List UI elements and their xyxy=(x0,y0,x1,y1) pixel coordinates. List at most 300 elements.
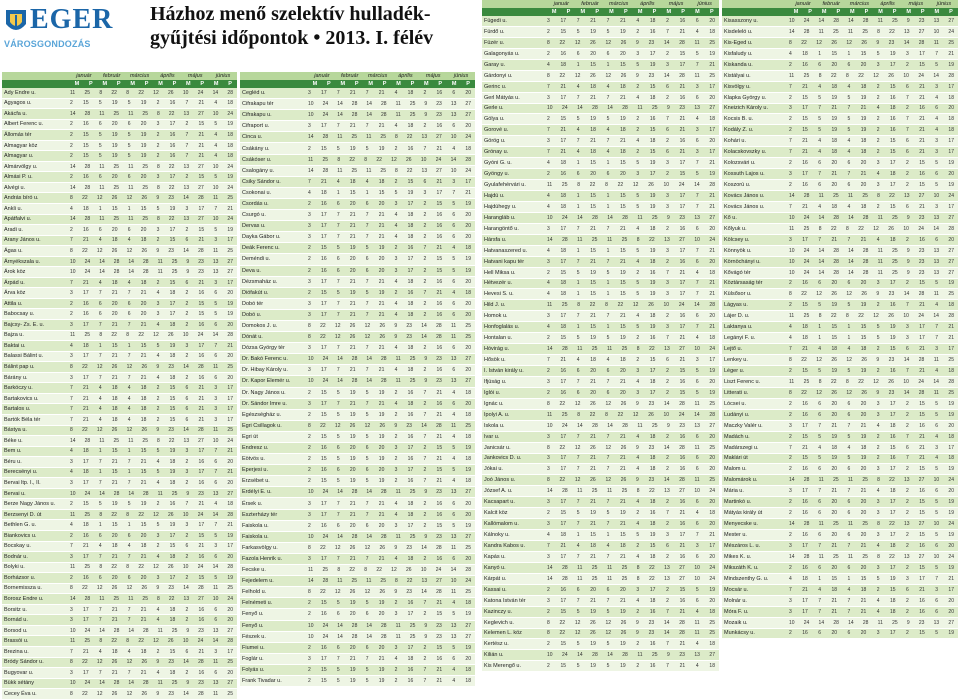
pickup-dates: 10 24 14 28 14 28 11 25 9 23 13 27 xyxy=(308,622,471,629)
schedule-table-3 xyxy=(482,0,719,672)
table-row xyxy=(722,191,958,202)
street-name: Fenyő u. xyxy=(242,622,264,629)
street-name: Maklári út xyxy=(724,455,748,462)
month-header xyxy=(2,72,237,80)
mp-label: M xyxy=(396,81,401,87)
street-name: Kisfaludy u. xyxy=(724,50,753,57)
table-row xyxy=(2,288,237,299)
mp-label: P xyxy=(709,9,714,15)
table-row xyxy=(482,136,719,147)
street-name: Gorové u. xyxy=(484,127,509,134)
street-name: Barkóczy u. xyxy=(4,385,33,392)
street-name: Gólya u. xyxy=(484,116,505,123)
mp-label: M xyxy=(850,9,855,15)
table-row xyxy=(482,344,719,355)
street-name: Brassói u. xyxy=(4,638,29,645)
mp-label: P xyxy=(652,9,657,15)
street-name: Gerle u. xyxy=(484,105,504,112)
street-name: Almási P. u. xyxy=(4,174,33,181)
pickup-dates: 2 16 6 20 6 20 3 17 2 15 5 19 xyxy=(70,121,233,128)
mp-label: P xyxy=(808,9,812,15)
table-row xyxy=(722,257,958,268)
table-row xyxy=(722,169,958,180)
table-row xyxy=(722,136,958,147)
pickup-dates: 3 17 7 21 7 21 4 18 2 16 6 20 xyxy=(308,367,471,374)
street-name: Laktanya u. xyxy=(724,324,753,331)
table-row xyxy=(722,49,958,60)
pickup-dates: 10 24 14 28 14 28 11 25 9 23 13 27 xyxy=(308,633,471,640)
pickup-dates: 2 16 6 20 6 20 3 17 2 15 5 19 xyxy=(789,532,954,539)
table-row xyxy=(722,158,958,169)
street-name: Lágyas u. xyxy=(724,302,748,309)
street-name: Bodnár u. xyxy=(4,553,28,560)
table-row xyxy=(722,486,958,497)
pickup-dates: 4 18 1 15 1 15 5 19 3 17 7 21 xyxy=(547,160,715,167)
table-row xyxy=(482,49,719,60)
table-row xyxy=(482,322,719,333)
pickup-dates: 2 16 6 20 6 20 3 17 2 15 5 19 xyxy=(308,256,471,263)
pickup-dates: 2 16 6 20 6 20 3 17 2 15 5 19 xyxy=(789,411,954,418)
street-name: Kanyó u. xyxy=(484,564,506,571)
mp-label: P xyxy=(172,81,177,87)
month-label: február xyxy=(822,1,840,7)
street-name: Bárány u. xyxy=(4,374,28,381)
street-name: Kilián u. xyxy=(484,652,504,659)
table-row xyxy=(722,235,958,246)
table-row xyxy=(482,257,719,268)
street-name: Deméndi u. xyxy=(242,256,271,263)
table-row xyxy=(2,278,237,289)
month-label: június xyxy=(453,73,469,79)
street-name: Kapás u. xyxy=(484,553,506,560)
street-name: Bajcsy- Zs. E. u. xyxy=(4,321,45,328)
street-name: Arany János u. xyxy=(4,237,41,244)
street-name: Liszt Ferenc u. xyxy=(724,378,761,385)
street-name: Litterati u. xyxy=(724,389,749,396)
street-name: Cifrakapu tér xyxy=(242,101,274,108)
street-name: Érsek u. xyxy=(242,500,263,507)
street-name: Fürdő u. xyxy=(484,28,505,35)
street-name: Csákóser u. xyxy=(242,156,272,163)
street-name: Cinca u. xyxy=(242,134,263,141)
pickup-dates: 8 22 12 26 12 26 9 23 14 28 11 25 xyxy=(547,630,715,637)
month-label: május xyxy=(187,73,203,79)
table-row xyxy=(2,499,237,510)
pickup-dates: 8 22 12 26 12 26 9 23 14 28 11 25 xyxy=(547,619,715,626)
pickup-dates: 2 15 5 19 5 19 2 16 7 21 4 18 xyxy=(70,142,233,149)
pickup-dates: 10 24 14 28 14 28 11 25 9 23 13 27 xyxy=(789,214,954,221)
month-label: április xyxy=(640,1,655,7)
table-row xyxy=(240,609,475,620)
street-name: Dézsmaház u. xyxy=(242,278,278,285)
table-row xyxy=(722,289,958,300)
pickup-dates: 2 15 5 19 5 19 2 16 7 21 4 18 xyxy=(547,335,715,342)
table-row xyxy=(240,598,475,609)
street-name: Cegléd u. xyxy=(242,90,266,97)
street-name: Janicsár u. xyxy=(484,444,511,451)
pickup-dates: 10 24 14 28 14 28 11 25 9 23 13 27 xyxy=(70,269,233,276)
street-name: Eperjesi u. xyxy=(242,467,268,474)
pickup-dates: 2 15 5 19 5 19 2 16 7 21 4 18 xyxy=(308,433,471,440)
street-name: Egri út xyxy=(242,433,258,440)
pickup-dates: 4 18 1 15 1 15 5 19 3 17 7 21 xyxy=(70,522,233,529)
table-row xyxy=(482,93,719,104)
table-row xyxy=(2,193,237,204)
pickup-dates: 3 17 7 21 7 21 4 18 2 16 6 20 xyxy=(70,480,233,486)
pickup-dates: 3 17 7 21 7 21 4 18 2 16 6 20 xyxy=(70,353,233,360)
table-row xyxy=(722,530,958,541)
pickup-dates: 14 28 11 25 11 25 8 22 13 27 10 24 xyxy=(789,553,954,560)
table-row xyxy=(482,235,719,246)
mp-label: P xyxy=(681,9,685,15)
mp-label: M xyxy=(906,9,911,15)
pickup-dates: 2 16 6 20 6 20 3 17 2 15 5 19 xyxy=(308,445,471,452)
table-row xyxy=(482,475,719,486)
table-row xyxy=(2,183,237,194)
month-label: június xyxy=(215,73,231,79)
street-name: Berzsenyi D. út xyxy=(4,511,42,518)
table-row xyxy=(482,27,719,38)
table-row xyxy=(722,552,958,563)
street-name: Dr. Bakó Ferenc u. xyxy=(242,356,288,363)
street-name: Kocsis B. u. xyxy=(724,116,754,123)
table-row xyxy=(722,596,958,607)
pickup-dates: 3 17 7 21 7 21 4 18 2 16 6 20 xyxy=(308,234,471,241)
street-name: Koszorú u. xyxy=(724,182,751,189)
street-name: Bródy Sándor u. xyxy=(4,659,44,666)
table-row xyxy=(482,541,719,552)
table-row xyxy=(722,388,958,399)
mp-label: M xyxy=(186,81,191,87)
pickup-dates: 2 15 5 19 5 19 2 16 7 21 4 18 xyxy=(547,510,715,517)
pickup-dates: 7 21 4 18 4 18 2 15 6 21 3 17 xyxy=(547,127,715,134)
pickup-dates: 14 28 11 25 11 25 8 22 13 27 10 24 xyxy=(789,477,954,484)
pickup-dates: 2 15 5 19 5 19 2 16 7 21 4 18 xyxy=(308,456,471,463)
street-name: Árnyékszala u. xyxy=(4,258,41,265)
pickup-dates: 2 15 5 19 5 19 2 16 7 21 4 18 xyxy=(789,367,954,374)
table-row xyxy=(482,585,719,596)
table-row xyxy=(482,618,719,629)
table-row xyxy=(722,410,958,421)
street-name: Maczky Valér u. xyxy=(724,422,763,429)
table-row xyxy=(482,16,719,27)
schedule-table-1 xyxy=(2,72,237,700)
table-row xyxy=(2,383,237,394)
schedule-table-2 xyxy=(240,72,475,687)
street-name: Kiskanda u. xyxy=(724,61,753,68)
table-row xyxy=(722,399,958,410)
pickup-dates: 8 22 12 26 12 26 9 23 14 28 11 25 xyxy=(547,72,715,79)
table-row xyxy=(722,464,958,475)
pickup-dates: 3 17 7 21 7 21 4 18 2 16 6 20 xyxy=(789,422,954,429)
street-name: Kazinczy u. xyxy=(484,608,513,615)
table-row xyxy=(2,204,237,215)
table-row xyxy=(240,288,475,299)
pickup-dates: 11 25 8 22 8 22 12 26 10 24 14 28 xyxy=(308,156,471,163)
mp-label: M xyxy=(424,81,429,87)
pickup-dates: 3 17 7 21 7 21 4 18 2 16 6 20 xyxy=(547,499,715,506)
table-row xyxy=(2,531,237,542)
table-row xyxy=(240,621,475,632)
pickup-dates: 7 21 4 18 4 18 2 15 6 21 3 17 xyxy=(70,237,233,244)
street-name: Mikes K. u. xyxy=(724,553,752,560)
pickup-dates: 10 24 14 28 14 28 11 25 9 23 13 27 xyxy=(789,17,954,24)
table-row xyxy=(2,510,237,521)
street-name: Dobó tér xyxy=(242,300,264,307)
table-row xyxy=(240,532,475,543)
pickup-dates: 10 24 14 28 14 28 11 25 9 23 13 27 xyxy=(308,489,471,496)
table-row xyxy=(2,120,237,131)
pickup-dates: 10 24 14 28 14 28 11 25 9 23 13 27 xyxy=(789,258,954,265)
street-name: Borsitz u. xyxy=(4,606,27,613)
pickup-dates: 8 22 12 26 12 26 9 23 14 28 11 25 xyxy=(789,357,954,364)
pickup-dates: 8 22 12 26 12 26 9 23 14 28 11 25 xyxy=(547,39,715,46)
table-row xyxy=(722,344,958,355)
pickup-dates: 8 22 12 26 12 26 9 23 14 28 11 25 xyxy=(547,400,715,407)
street-name: Mester u. xyxy=(724,532,747,539)
street-name: Lájer D. u. xyxy=(724,313,750,320)
pickup-dates: 2 16 6 20 6 20 3 17 2 15 5 19 xyxy=(789,400,954,407)
mp-label: M xyxy=(158,81,163,87)
table-row xyxy=(240,665,475,676)
street-name: Fazola Henrik u. xyxy=(242,555,283,562)
month-label: április xyxy=(880,1,895,7)
street-name: Legányi F. u. xyxy=(724,335,756,342)
street-name: Gyulafehérvári u. xyxy=(484,182,526,189)
pickup-dates: 3 17 7 21 7 21 4 18 2 16 6 20 xyxy=(547,466,715,473)
table-row xyxy=(2,341,237,352)
table-row xyxy=(240,643,475,654)
month-label: március xyxy=(609,1,629,7)
table-row xyxy=(722,213,958,224)
pickup-dates: 7 21 4 18 4 18 2 15 6 21 3 17 xyxy=(547,357,715,364)
pickup-dates: 2 15 5 19 5 19 2 16 7 21 4 18 xyxy=(789,94,954,101)
table-row xyxy=(2,151,237,162)
pickup-dates: 8 22 12 26 12 26 9 23 14 28 11 25 xyxy=(547,477,715,484)
table-row xyxy=(240,155,475,166)
pickup-dates: 10 24 14 28 14 28 11 25 9 23 13 27 xyxy=(308,378,471,385)
table-row xyxy=(240,676,475,687)
pickup-dates: 4 18 1 15 1 15 5 19 3 17 7 21 xyxy=(789,335,954,342)
pickup-dates: 3 17 7 21 7 21 4 18 2 16 6 20 xyxy=(789,608,954,615)
table-row xyxy=(2,679,237,690)
street-name: Erzsébet u. xyxy=(242,478,270,485)
table-row xyxy=(722,71,958,82)
street-name: Kandra Kabos u. xyxy=(484,542,525,549)
pickup-dates: 7 21 4 18 4 18 2 15 6 21 3 17 xyxy=(789,346,954,353)
pickup-dates: 2 16 6 20 6 20 3 17 2 15 5 19 xyxy=(547,389,715,396)
pickup-dates: 3 17 7 21 7 21 4 18 2 16 6 20 xyxy=(70,458,233,465)
table-row xyxy=(240,243,475,254)
street-name: Csurgó u. xyxy=(242,212,266,219)
street-name: Kertész u. xyxy=(484,641,509,648)
table-row xyxy=(722,497,958,508)
pickup-dates: 8 22 12 26 12 26 9 23 14 28 11 25 xyxy=(308,544,471,551)
table-row xyxy=(2,520,237,531)
street-name: Egri Csillagok u. xyxy=(242,422,282,429)
pickup-dates: 2 16 6 20 6 20 3 17 2 15 5 19 xyxy=(789,182,954,189)
table-row xyxy=(240,332,475,343)
street-name: Keglevich u. xyxy=(484,619,514,626)
pickup-dates: 2 16 6 20 6 20 3 17 2 15 5 19 xyxy=(70,311,233,318)
pickup-dates: 3 17 7 21 7 21 4 18 2 16 6 20 xyxy=(70,290,233,297)
street-name: Kisasszony u. xyxy=(724,17,758,24)
table-row xyxy=(2,605,237,616)
street-name: Martinkó u. xyxy=(724,499,752,506)
table-row xyxy=(240,232,475,243)
pickup-dates: 14 28 11 25 11 25 8 22 13 27 10 24 xyxy=(547,236,715,243)
pickup-dates: 2 16 6 20 6 20 3 17 2 15 5 19 xyxy=(789,499,954,506)
mp-label: P xyxy=(200,81,205,87)
pickup-dates: 2 15 5 19 5 19 2 16 7 21 4 18 xyxy=(308,411,471,418)
table-row xyxy=(240,88,475,99)
pickup-dates: 3 17 7 21 7 21 4 18 2 16 6 20 xyxy=(308,511,471,518)
street-name: Garay u. xyxy=(484,61,506,68)
pickup-dates: 3 17 7 21 7 21 4 18 2 16 6 20 xyxy=(308,311,471,318)
pickup-dates: 4 18 1 15 1 15 5 19 3 17 7 21 xyxy=(789,575,954,582)
pickup-dates: 8 22 12 26 12 26 9 23 14 28 11 25 xyxy=(70,659,233,666)
table-row xyxy=(240,143,475,154)
street-name: Joó János u. xyxy=(484,477,516,484)
table-row xyxy=(722,246,958,257)
street-name: Kárpát u. xyxy=(484,575,507,582)
mp-label: M xyxy=(580,9,586,15)
street-name: Dr. Sándor Imre u. xyxy=(242,400,287,407)
pickup-dates: 11 25 8 22 8 22 12 26 10 24 14 28 xyxy=(70,89,233,96)
pickup-dates: 2 15 5 19 5 19 2 16 7 21 4 18 xyxy=(789,127,954,134)
street-name: Árpád u. xyxy=(4,279,25,286)
pickup-dates: 3 17 7 21 7 21 4 18 2 16 6 20 xyxy=(547,597,715,604)
mp-label: P xyxy=(836,9,841,15)
pickup-dates: 3 17 7 21 7 21 4 18 2 16 6 20 xyxy=(789,236,954,243)
pickup-dates: 3 17 7 21 7 21 4 18 2 16 6 20 xyxy=(789,171,954,178)
pickup-dates: 11 25 8 22 8 22 12 26 10 24 14 28 xyxy=(308,567,471,574)
pickup-dates: 11 25 8 22 8 22 12 26 10 24 14 28 xyxy=(789,378,954,385)
pickup-dates: 7 21 4 18 4 18 2 15 6 21 3 17 xyxy=(547,542,715,549)
street-name: Béru u. xyxy=(4,458,22,465)
street-name: Hajdú u. xyxy=(484,192,505,199)
street-name: József A. u. xyxy=(484,488,513,495)
street-name: Hársfa u. xyxy=(484,236,507,243)
pickup-dates: 10 24 14 28 14 28 11 25 9 23 13 27 xyxy=(547,214,715,221)
pickup-dates: 3 17 7 21 7 21 4 18 2 16 6 20 xyxy=(547,258,715,265)
pickup-dates: 2 16 6 20 6 20 3 17 2 15 5 19 xyxy=(789,280,954,287)
table-row xyxy=(722,541,958,552)
table-row xyxy=(722,60,958,71)
table-row xyxy=(240,132,475,143)
pickup-dates: 2 15 5 19 5 19 2 16 7 21 4 18 xyxy=(308,678,471,685)
street-name: Görög u. xyxy=(484,138,506,145)
street-name: Berecsényi u. xyxy=(4,469,38,476)
street-name: Hatvani kapu tér xyxy=(484,258,525,265)
month-label: május xyxy=(425,73,441,79)
mp-label: P xyxy=(566,9,571,15)
table-row xyxy=(482,650,719,661)
table-row xyxy=(240,121,475,132)
month-label: május xyxy=(668,1,684,7)
pickup-dates: 3 17 7 21 7 21 4 18 2 16 6 20 xyxy=(308,345,471,352)
street-name: Harangöntő u. xyxy=(484,225,519,232)
mp-label: P xyxy=(410,81,415,87)
street-name: Jankovics D. u. xyxy=(484,455,522,462)
pickup-dates: 3 17 7 21 7 21 4 18 2 16 6 20 xyxy=(547,313,715,320)
street-name: Cifrakapu u. xyxy=(242,112,272,119)
table-row xyxy=(482,279,719,290)
street-name: Dr. Kapor Elemér u. xyxy=(242,378,291,385)
table-row xyxy=(2,626,237,637)
street-name: Ignác u. xyxy=(484,400,504,407)
pickup-dates: 2 16 6 20 6 20 3 17 2 15 5 19 xyxy=(789,510,954,517)
street-name: Árva köz xyxy=(4,290,26,297)
street-name: Menyecske u. xyxy=(724,521,758,528)
table-row xyxy=(482,639,719,650)
street-name: Csalogány u. xyxy=(242,167,275,174)
table-row xyxy=(240,199,475,210)
pickup-dates: 2 15 5 19 5 19 2 16 7 21 4 18 xyxy=(308,666,471,673)
table-row xyxy=(2,352,237,363)
table-row xyxy=(2,426,237,437)
pickup-dates: 2 16 6 20 6 20 3 17 2 15 5 19 xyxy=(547,171,715,178)
pickup-dates: 7 21 4 18 4 18 2 15 6 21 3 17 xyxy=(70,385,233,392)
pickup-dates: 4 18 1 15 1 15 5 19 3 17 7 21 xyxy=(70,469,233,476)
table-row xyxy=(722,114,958,125)
table-row xyxy=(482,454,719,465)
table-row xyxy=(2,225,237,236)
table-row xyxy=(240,166,475,177)
pickup-dates: 14 28 11 25 11 25 8 22 13 27 10 24 xyxy=(789,28,954,35)
street-name: Kodály Z. u. xyxy=(724,127,754,134)
table-row xyxy=(482,399,719,410)
street-name: Mátyás király út xyxy=(724,510,763,517)
pickup-dates: 10 24 14 28 14 28 11 25 9 23 13 27 xyxy=(70,627,233,634)
street-name: Kelemen L. köz xyxy=(484,630,522,637)
table-row xyxy=(722,16,958,27)
table-row xyxy=(482,464,719,475)
street-name: Csákány u. xyxy=(242,145,270,152)
street-name: Kis-Eged u. xyxy=(724,39,753,46)
pickup-dates: 4 18 1 15 1 15 5 19 3 17 7 21 xyxy=(308,189,471,196)
pickup-dates: 11 25 8 22 8 22 12 26 10 24 14 28 xyxy=(70,511,233,518)
pickup-dates: 3 17 7 21 7 21 4 18 2 16 6 20 xyxy=(70,669,233,676)
month-label: április xyxy=(398,73,413,79)
street-name: Dr. Nagy János u. xyxy=(242,389,286,396)
pickup-dates: 14 28 11 25 11 25 8 22 13 27 10 24 xyxy=(70,437,233,444)
street-name: Endresz u. xyxy=(242,445,269,452)
table-row xyxy=(240,177,475,188)
pickup-dates: 7 21 4 18 4 18 2 15 6 21 3 17 xyxy=(789,203,954,210)
pickup-dates: 2 15 5 19 5 19 2 16 7 21 4 18 xyxy=(70,100,233,107)
street-name: Lenkey u. xyxy=(724,357,748,364)
table-row xyxy=(722,432,958,443)
table-row xyxy=(722,574,958,585)
pickup-dates: 7 21 4 18 4 18 2 15 6 21 3 17 xyxy=(789,149,954,156)
table-row xyxy=(240,454,475,465)
pickup-dates: 14 28 11 25 11 25 8 22 13 27 10 24 xyxy=(547,346,715,353)
street-name: Gerl Mátyás u. xyxy=(484,94,520,101)
table-row xyxy=(722,508,958,519)
table-row xyxy=(482,508,719,519)
street-name: Berze Nagy János u. xyxy=(4,501,56,508)
table-row xyxy=(2,594,237,605)
street-name: Kneizich Károly u. xyxy=(724,105,769,112)
street-name: Albert Ferenc u. xyxy=(4,121,44,128)
street-name: Faiskola u. xyxy=(242,522,269,529)
table-row xyxy=(240,99,475,110)
street-name: Bükk sétány xyxy=(4,680,34,687)
street-name: Köztársaság tér xyxy=(724,280,763,287)
pickup-dates: 2 15 5 19 5 19 2 16 7 21 4 18 xyxy=(547,269,715,276)
table-row xyxy=(240,487,475,498)
